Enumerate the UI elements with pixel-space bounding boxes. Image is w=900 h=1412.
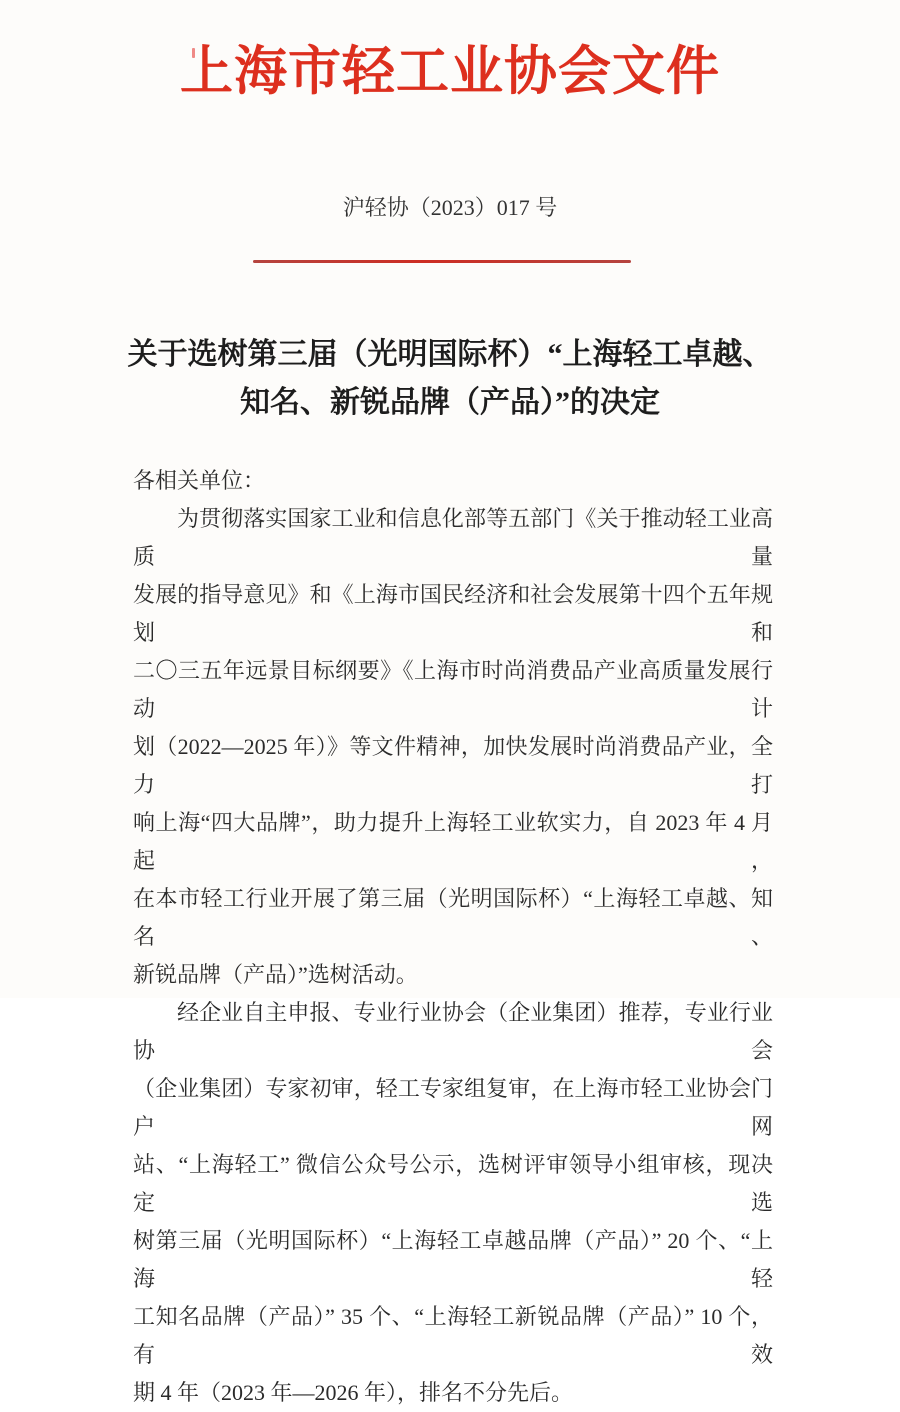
paragraph-2-line: 树第三届（光明国际杯）“上海轻工卓越品牌（产品）” 20 个、“上海轻 <box>133 1228 773 1291</box>
doc-number: 沪轻协（2023）017 号 <box>342 195 558 220</box>
document-body <box>133 462 773 1412</box>
doc-title-line-1: 关于选树第三届（光明国际杯）“上海轻工卓越、 <box>127 338 773 371</box>
paragraph-1-line: 在本市轻工行业开展了第三届（光明国际杯）“上海轻工卓越、知名、 <box>133 886 773 949</box>
paragraph-1-line: 新锐品牌（产品）”选树活动。 <box>133 962 418 987</box>
org-header-title: 上海市轻工业协会文件 <box>180 43 720 101</box>
paragraph-2-line: 经企业自主申报、专业行业协会（企业集团）推荐，专业行业协会 <box>133 1000 773 1063</box>
salutation: 各相关单位： <box>133 468 266 493</box>
doc-title-line-2: 知名、新锐品牌（产品）”的决定 <box>240 386 660 419</box>
paragraph-2-line: 期 4 年（2023 年—2026 年），排名不分先后。 <box>133 1380 574 1405</box>
paragraph-1-line: 为贯彻落实国家工业和信息化部等五部门《关于推动轻工业高质量 <box>133 506 773 569</box>
paragraph-1-line: 发展的指导意见》和《上海市国民经济和社会发展第十四个五年规划和 <box>133 582 773 645</box>
paragraph-2-line: 站、“上海轻工” 微信公众号公示，选树评审领导小组审核，现决定选 <box>133 1152 773 1215</box>
red-separator-rule <box>253 260 631 263</box>
paragraph-1-line: 响上海“四大品牌”，助力提升上海轻工业软实力，自 2023 年 4 月起， <box>133 810 773 873</box>
paragraph-1-line: 划（2022—2025 年）》等文件精神，加快发展时尚消费品产业，全力打 <box>133 734 773 797</box>
paragraph-2-line: 工知名品牌（产品）” 35 个、“上海轻工新锐品牌（产品）” 10 个，有效 <box>133 1304 773 1367</box>
paragraph-2-line: （企业集团）专家初审，轻工专家组复审，在上海市轻工业协会门户网 <box>133 1076 773 1139</box>
paragraph-1-line: 二〇三五年远景目标纲要》《上海市时尚消费品产业高质量发展行动计 <box>133 658 773 721</box>
doc-title <box>0 331 900 427</box>
